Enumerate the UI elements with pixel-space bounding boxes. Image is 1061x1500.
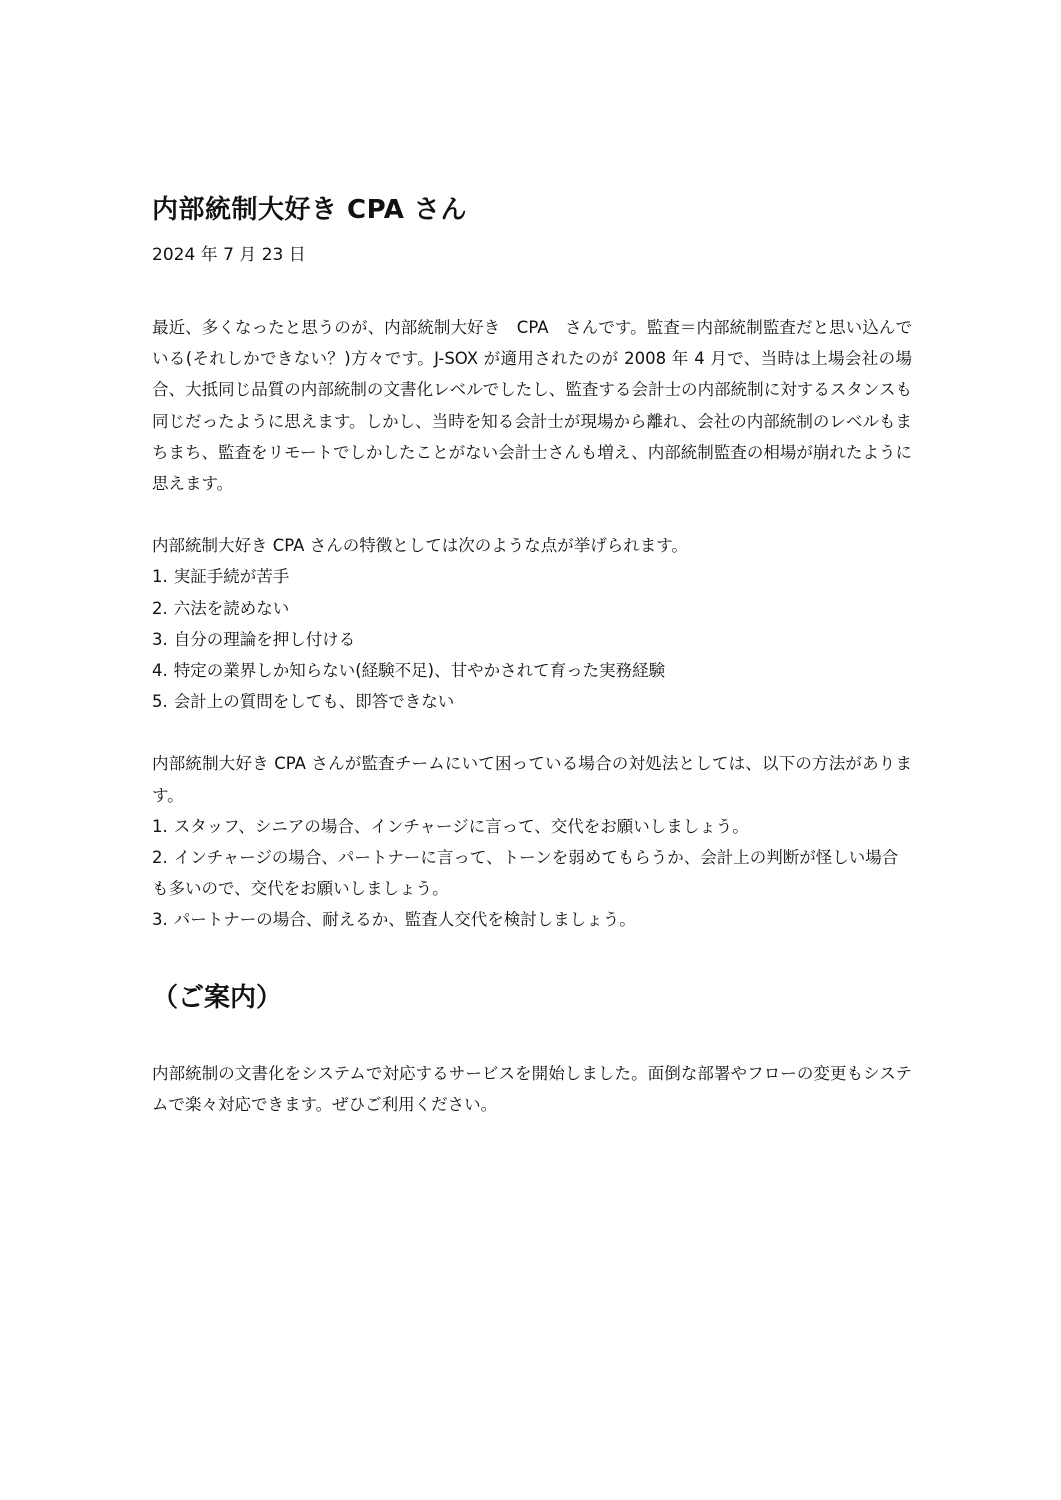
traits-list <box>152 561 912 717</box>
notice-paragraph: 内部統制の文書化をシステムで対応するサービスを開始しました。面倒な部署やフローの変更もシステムで楽々対応できます。ぜひご利用ください。 <box>152 1063 912 1114</box>
list-item-number: 1. <box>152 816 168 836</box>
traits-section <box>152 530 912 717</box>
notice-heading: （ご案内） <box>152 982 283 1013</box>
list-item-number: 4. <box>152 661 168 681</box>
list-item-text: 六法を読めない <box>173 598 290 618</box>
document-page <box>152 190 912 1120</box>
list-item-text: パートナーの場合、耐えるか、監査人交代を検討しましょう。 <box>173 910 636 930</box>
remedies-lead: 内部統制大好き CPA さんが監査チームにいて困っている場合の対処法としては、以下の方法があります。 <box>152 754 912 805</box>
list-item-text: 特定の業界しか知らない(経験不足)、甘やかされて育った実務経験 <box>173 661 666 681</box>
list-item-number: 3. <box>152 629 168 649</box>
list-item-number: 3. <box>152 910 168 930</box>
list-item-number: 2. <box>152 598 168 618</box>
intro-paragraph: 最近、多くなったと思うのが、内部統制大好き CPA さんです。監査＝内部統制監査だと思い込んでいる(それしかできない？)方々です。J-SOX が適用されたのが 2008 年 4 月で、当時は上場会社の場合、大抵同じ品質の内部統制の文書化レベルでしたし、監査する会計士の内部統制に対するスタンスも同じだったように思えます。しかし、当時を知る会計士が現場から離れ、会社の内部統制のレベルもまちまち、監査をリモートでしかしたことがない会計士さんも増え、内部統制監査の相場が崩れたように思えます。 <box>152 318 912 494</box>
list-item-text: インチャージの場合、パートナーに言って、トーンを弱めてもらうか、会計上の判断が怪しい場合も多いので、交代をお願いしましょう。 <box>152 848 899 899</box>
list-item-text: スタッフ、シニアの場合、インチャージに言って、交代をお願いしましょう。 <box>173 816 749 836</box>
list-item-text: 会計上の質問をしても、即答できない <box>173 692 455 712</box>
article-date: 2024 年 7 月 23 日 <box>152 245 306 265</box>
traits-lead: 内部統制大好き CPA さんの特徴としては次のような点が挙げられます。 <box>152 536 688 556</box>
list-item-number: 5. <box>152 692 168 712</box>
list-item <box>152 686 912 717</box>
remedies-section <box>152 748 912 935</box>
list-item-number: 1. <box>152 567 168 587</box>
list-item-number: 2. <box>152 848 168 868</box>
list-item <box>152 842 912 904</box>
list-item <box>152 904 912 935</box>
article-title: 内部統制大好き CPA さん <box>152 195 467 225</box>
list-item-text: 自分の理論を押し付ける <box>173 629 356 649</box>
list-item <box>152 655 912 686</box>
list-item <box>152 561 912 592</box>
remedies-list <box>152 811 912 936</box>
list-item <box>152 811 912 842</box>
list-item <box>152 624 912 655</box>
list-item-text: 実証手続が苦手 <box>173 567 290 587</box>
list-item <box>152 593 912 624</box>
